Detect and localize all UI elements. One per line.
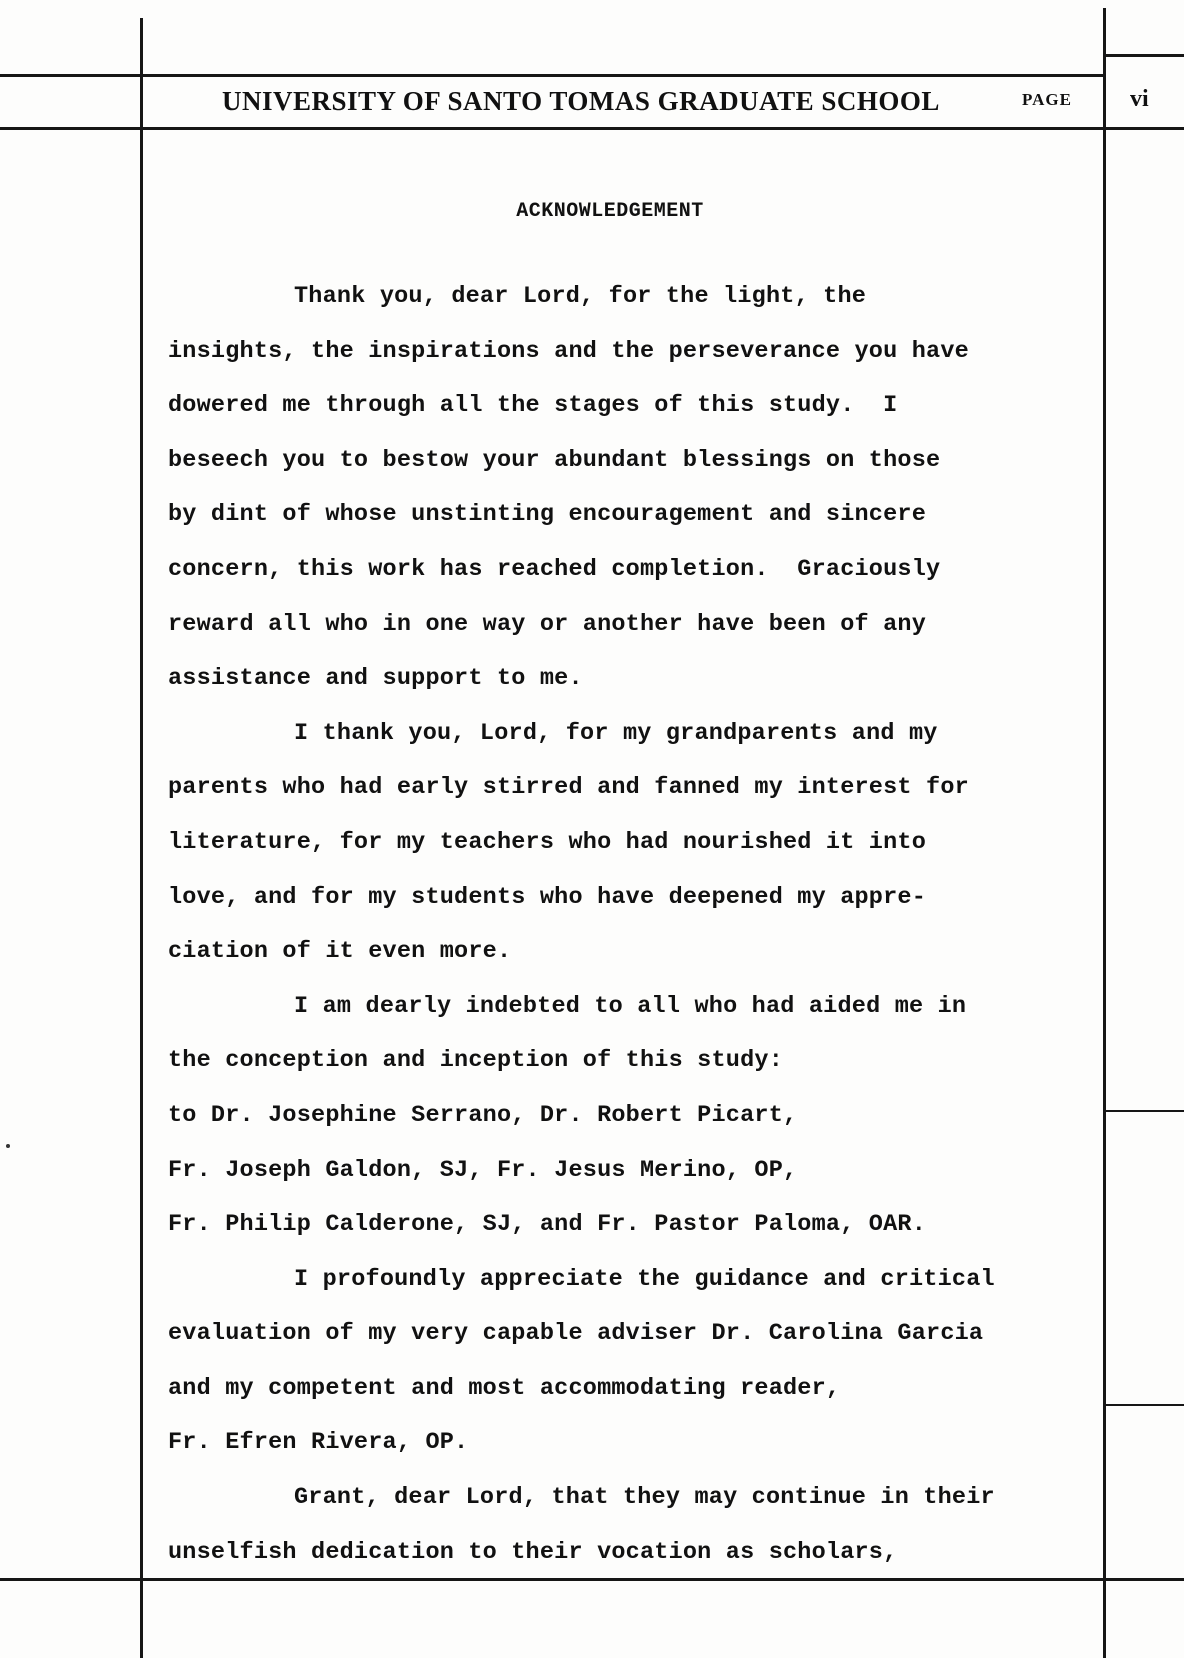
text-line: dowered me through all the stages of this study. I (168, 392, 898, 420)
header-top-right-rule (1104, 54, 1184, 57)
text-line: reward all who in one way or another have been of any (168, 610, 927, 638)
scan-speck (6, 1144, 10, 1148)
text-line: to Dr. Josephine Serrano, Dr. Robert Picart, (168, 1101, 798, 1129)
text-line: assistance and support to me. (168, 665, 583, 693)
side-mark-rule (1104, 1110, 1184, 1112)
header-top-rule (0, 74, 1104, 77)
text-line: I thank you, Lord, for my grandparents and my (294, 719, 938, 747)
text-line: the conception and inception of this study: (168, 1047, 783, 1075)
text-line: love, and for my students who have deepened my appre- (168, 883, 927, 911)
header-bottom-rule (0, 127, 1184, 130)
text-line: evaluation of my very capable adviser Dr. Carolina Garcia (168, 1320, 984, 1348)
text-line: and my competent and most accommodating reader, (168, 1374, 841, 1402)
text-line: Fr. Joseph Galdon, SJ, Fr. Jesus Merino, OP, (168, 1156, 798, 1184)
text-line: concern, this work has reached completion. Graciously (168, 555, 941, 583)
section-title: ACKNOWLEDGEMENT (516, 200, 704, 223)
body-text (168, 270, 1108, 1580)
text-line: Fr. Philip Calderone, SJ, and Fr. Pastor Paloma, OAR. (168, 1211, 927, 1239)
header-title: UNIVERSITY OF SANTO TOMAS GRADUATE SCHOOL (222, 86, 940, 116)
text-line: unselfish dedication to their vocation as scholars, (168, 1538, 898, 1566)
text-line: Grant, dear Lord, that they may continue in their (294, 1484, 995, 1512)
text-line: I am dearly indebted to all who had aided me in (294, 992, 967, 1020)
text-line: insights, the inspirations and the perseverance you have (168, 337, 969, 365)
page-label: PAGE (1022, 90, 1072, 109)
text-line: I profoundly appreciate the guidance and critical (294, 1265, 995, 1293)
text-line: parents who had early stirred and fanned my interest for (168, 774, 969, 802)
text-line: ciation of it even more. (168, 938, 512, 966)
text-line: Thank you, dear Lord, for the light, the (294, 283, 867, 310)
side-mark-rule (1104, 1404, 1184, 1406)
text-line: by dint of whose unstinting encouragement and sincere (168, 501, 927, 529)
text-line: beseech you to bestow your abundant blessings on those (168, 446, 941, 474)
text-line: literature, for my teachers who had nourished it into (168, 828, 927, 856)
page-number: vi (1130, 86, 1149, 112)
left-margin-rule (140, 18, 143, 1658)
text-line: Fr. Efren Rivera, OP. (168, 1429, 469, 1457)
